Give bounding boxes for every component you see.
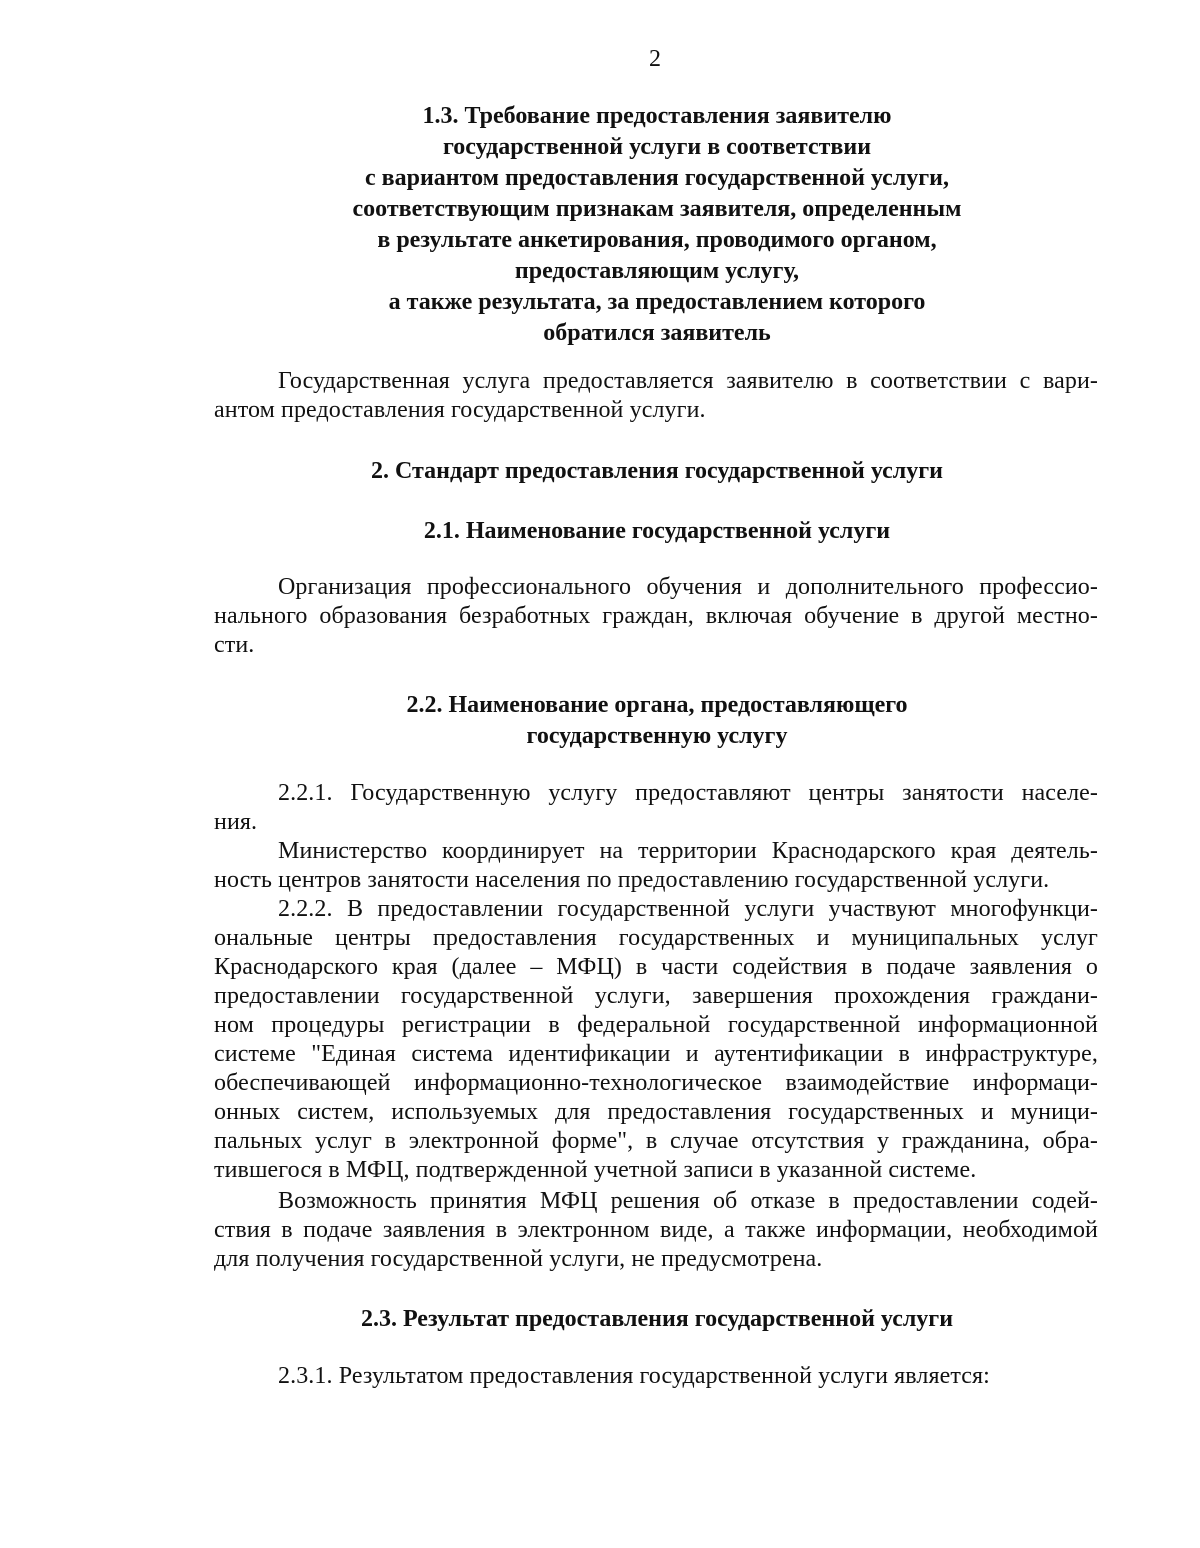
section-heading-1-3 [300,101,1014,349]
paragraph-line: антом предоставления государственной услуги. [214,397,706,423]
paragraph-line: ном процедуры регистрации в федеральной государственной информационной [214,1012,1098,1038]
paragraph-line: ность центров занятости населения по предоставлению государственной услуги. [214,867,1050,893]
heading-line: а также результата, за предоставлением которого [388,289,926,315]
paragraph-line: онных систем, используемых для предоставления государственных и муници- [214,1099,1098,1125]
heading-line: с вариантом предоставления государственной услуги, [364,165,950,191]
paragraph-line: предоставлении государственной услуги, завершения прохождения граждани- [214,983,1098,1009]
paragraph-line: сти. [214,632,255,658]
paragraph-line: Министерство координирует на территории Краснодарского края деятель- [278,838,1098,864]
paragraph-line: Государственная услуга предоставляется заявителю в соответствии с вари- [278,368,1098,394]
heading-line: обратился заявитель [543,320,771,346]
paragraph-2-2-2 [214,895,1098,1185]
heading-line: в результате анкетирования, проводимого органом, [377,227,937,253]
page-number: 2 [649,46,661,72]
heading-line: соответствующим признакам заявителя, определенным [352,196,962,222]
paragraph-refusal [214,1187,1098,1274]
paragraph-line: системе "Единая система идентификации и аутентификации в инфраструктуре, [214,1041,1098,1067]
paragraph-line: ональные центры предоставления государственных и муниципальных услуг [214,925,1098,951]
paragraph-2-1 [214,573,1098,660]
paragraph-line: тившегося в МФЦ, подтвержденной учетной записи в указанной системе. [214,1157,977,1183]
section-heading-2-3: 2.3. Результат предоставления государственной услуги [360,1306,954,1332]
paragraph-2-2-1 [214,779,1098,837]
paragraph-line: 2.2.1. Государственную услугу предоставляют центры занятости населе- [278,780,1098,806]
paragraph-1-3 [214,367,1098,425]
paragraph-line: Краснодарского края (далее – МФЦ) в части содействия в подаче заявления о [214,954,1098,980]
paragraph-line: Возможность принятия МФЦ решения об отказе в предоставлении содей- [278,1188,1098,1214]
heading-line: 1.3. Требование предоставления заявителю [422,103,892,129]
section-heading-2: 2. Стандарт предоставления государственной услуги [371,458,943,484]
paragraph-line: для получения государственной услуги, не предусмотрена. [214,1246,823,1272]
paragraph-line: 2.3.1. Результатом предоставления государственной услуги является: [278,1363,990,1389]
heading-line: государственную услугу [526,723,788,749]
heading-line: государственной услуги в соответствии [442,134,872,160]
paragraph-ministry [214,837,1098,895]
paragraph-line: Организация профессионального обучения и дополнительного профессио- [278,574,1098,600]
heading-line: 2.2. Наименование органа, предоставляющего [406,692,908,718]
paragraph-line: ствия в подаче заявления в электронном виде, а также информации, необходимой [214,1217,1098,1243]
paragraph-line: пальных услуг в электронной форме", в случае отсутствия у гражданина, обра- [214,1128,1098,1154]
heading-line: предоставляющим услугу, [514,258,800,284]
paragraph-line: 2.2.2. В предоставлении государственной услуги участвуют многофункци- [278,896,1098,922]
section-heading-2-1: 2.1. Наименование государственной услуги [423,518,891,544]
paragraph-line: ния. [214,809,258,835]
section-heading-2-2 [300,690,1014,752]
paragraph-2-3-1 [214,1362,1098,1391]
paragraph-line: нального образования безработных граждан, включая обучение в другой местно- [214,603,1098,629]
paragraph-line: обеспечивающей информационно-технологическое взаимодействие информаци- [214,1070,1098,1096]
